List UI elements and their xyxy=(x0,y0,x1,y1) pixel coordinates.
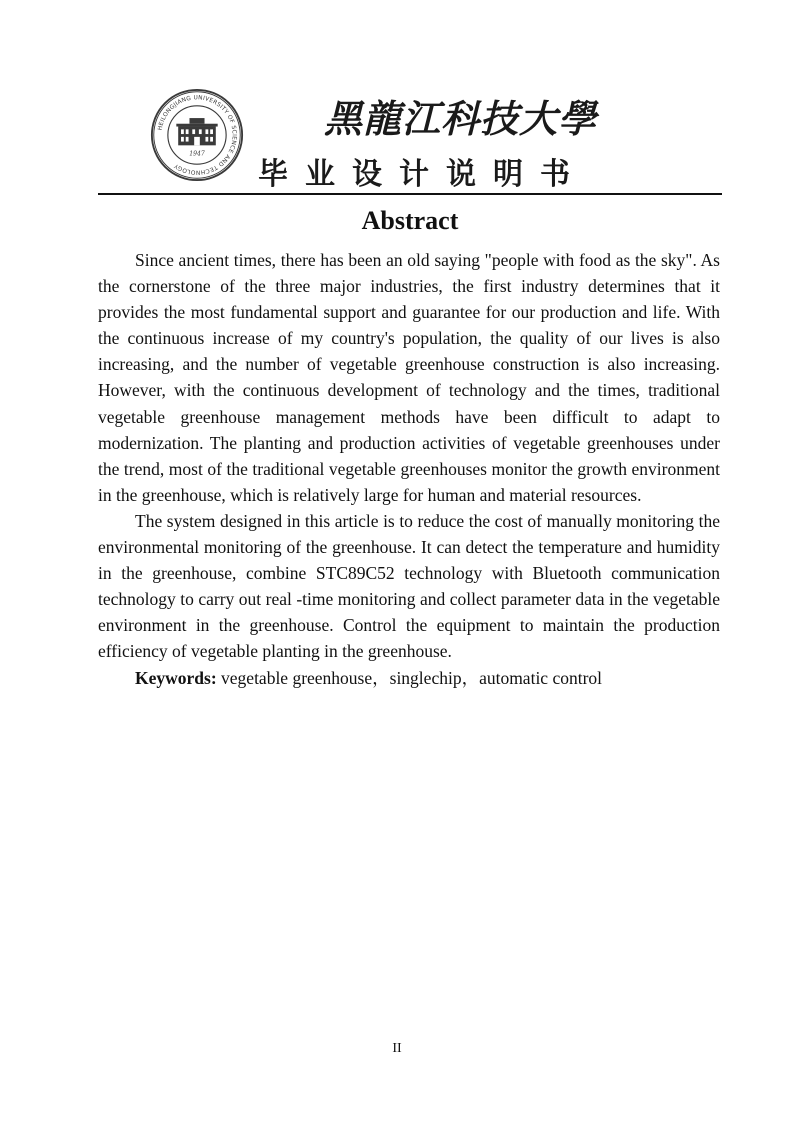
seal-year: 1947 xyxy=(189,150,205,158)
keywords-line xyxy=(98,665,720,691)
header-divider xyxy=(98,193,722,195)
page-number: II xyxy=(392,1041,402,1056)
university-seal-logo xyxy=(150,88,244,182)
university-name: 黑龍江科技大學 xyxy=(324,96,598,141)
document-type-title: 毕业设计说明书 xyxy=(258,157,587,192)
page-header xyxy=(98,84,722,196)
abstract-paragraph: Since ancient times, there has been an old saying "people with food as the sky". As the cornerstone of the three major industries, the first industry determines that it provides the most fundamental support and guarantee for our production and life. With the continuous increase of my country's population, the quality of our lives is also increasing, and the number of vegetable greenhouse construction is also increasing. However, with the continuous development of technology and the times, traditional vegetable greenhouse management methods have been difficult to adapt to modernization. The planting and production activities of vegetable greenhouses under the trend, most of the traditional vegetable greenhouses monitor the growth environment in the greenhouse, which is relatively large for human and material resources. xyxy=(98,250,720,505)
abstract-heading: Abstract xyxy=(361,206,459,235)
abstract-body xyxy=(98,247,720,691)
svg-text:HEILONGJIANG UNIVERSITY OF SCI: HEILONGJIANG UNIVERSITY OF SCIENCE AND TECHNOLOGY xyxy=(157,95,237,175)
keywords-label: Keywords: xyxy=(135,667,217,688)
abstract-paragraph: The system designed in this article is to reduce the cost of manually monitoring the environmental monitoring of the greenhouse. It can detect the temperature and humidity in the greenhouse, combine STC89C52 technology with Bluetooth communication technology to carry out real -time monitoring and collect parameter data in the vegetable environment in the greenhouse. Control the equipment to maintain the production efficiency of vegetable planting in the greenhouse. xyxy=(98,510,720,662)
keywords-text: vegetable greenhouse，singlechip，automatic control xyxy=(221,667,603,688)
